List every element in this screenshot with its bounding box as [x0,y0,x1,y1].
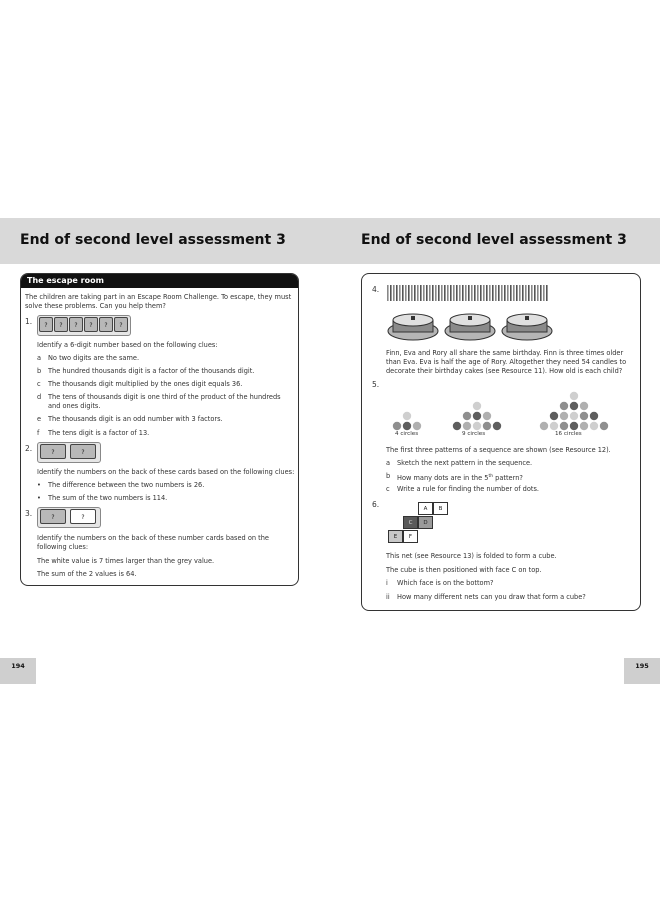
net-face-b: B [433,502,448,515]
q6-line: This net (see Resource 13) is folded to form a cube. [386,552,557,560]
pattern-dot [453,422,461,430]
q1-clue-label: c [37,380,41,388]
q1-clue-text: The hundred thousands digit is a factor of the thousands digit. [48,367,255,375]
q2-number: 2. [25,444,33,453]
candle [465,285,467,301]
q1-prompt: Identify a 6-digit number based on the following clues: [37,341,218,349]
candle [408,285,410,301]
candle [444,285,446,301]
net-face-c: C [403,516,418,529]
pattern-dot [483,412,491,420]
q1-card: ? [114,317,128,332]
candle [534,285,536,301]
pattern-dot [550,422,558,430]
candle [483,285,485,301]
q1-card: ? [69,317,83,332]
pattern-dot [570,422,578,430]
q3-line: The white value is 7 times larger than the grey value. [37,557,215,565]
q1-card: ? [39,317,53,332]
pattern-dot [473,402,481,410]
candle [468,285,470,301]
q5-part-text: Write a rule for finding the number of dots. [397,485,540,493]
q4-number: 4. [372,285,380,294]
candle [441,285,443,301]
pattern-dot [413,422,421,430]
right-page-heading: End of second level assessment 3 [361,232,627,248]
q5-part-text: How many dots are in the 5th pattern? [397,474,523,483]
q4-text: Finn, Eva and Rory all share the same birthday. Finn is three times older than Eva. Eva is half the age of Rory. Altogether they need 54 candles to decorate their birthday cakes (see Resource 11). How old is each child? [386,349,627,375]
q5-part-label: b [386,472,391,480]
candle [393,285,395,301]
pattern-dot [493,422,501,430]
pattern-dot [403,412,411,420]
pattern-dot [570,392,578,400]
q2-clue: The sum of the two numbers is 114. [48,494,168,502]
pattern-dot [463,412,471,420]
candle [513,285,515,301]
pattern-dot [580,402,588,410]
q5-part-text: Sketch the next pattern in the sequence. [397,459,533,467]
pattern-dot [473,412,481,420]
cake-icon [502,314,552,340]
pattern-dot [590,412,598,420]
candle [438,285,440,301]
q5-part-label: c [386,485,390,493]
candle [390,285,392,301]
candles-illustration [387,283,552,303]
pattern-dot [580,422,588,430]
candle [387,285,389,301]
pattern-dot [570,402,578,410]
q1-clue-label: b [37,367,42,375]
pattern-dot [560,412,568,420]
escape-room-box [20,273,299,586]
q6-part-label: i [386,579,388,587]
pattern-dot [570,412,578,420]
q1-card: ? [54,317,68,332]
candle [516,285,518,301]
q1-clue-text: The thousands digit is an odd number with 3 factors. [48,415,223,423]
candle [492,285,494,301]
net-face-e: E [388,530,403,543]
candle [528,285,530,301]
candle [423,285,425,301]
candle [543,285,545,301]
left-page-heading: End of second level assessment 3 [20,232,286,248]
pattern-dot [473,422,481,430]
bullet: • [37,494,41,502]
candle [489,285,491,301]
candle [456,285,458,301]
q6-part-text: How many different nets can you draw that form a cube? [397,593,586,601]
birthday-cakes [387,307,562,343]
candle [522,285,524,301]
candle [402,285,404,301]
q5-number: 5. [372,380,380,389]
bullet: • [37,481,41,489]
pattern-dot [590,422,598,430]
candle [435,285,437,301]
q2-card: ? [70,444,96,459]
q1-clue-label: a [37,354,42,362]
q5-prompt: The first three patterns of a sequence are shown (see Resource 12). [386,446,611,454]
candle [546,285,548,301]
q1-clue-text: No two digits are the same. [48,354,140,362]
candle [507,285,509,301]
q6-part-text: Which face is on the bottom? [397,579,494,587]
net-face-d: D [418,516,433,529]
pattern-caption: 9 circles [462,431,486,437]
q1-clue-label: e [37,415,42,423]
candle [504,285,506,301]
q3-grey-card: ? [40,509,66,524]
pattern-dot [560,422,568,430]
candle [510,285,512,301]
q3-line: The sum of the 2 values is 64. [37,570,137,578]
pattern-dot [393,422,401,430]
q6-part-label: ii [386,593,390,601]
pattern-caption: 4 circles [395,431,419,437]
candle [501,285,503,301]
candle [471,285,473,301]
q1-number: 1. [25,317,33,326]
q1-clue-text: The tens digit is a factor of 13. [48,429,150,437]
candle [459,285,461,301]
candle [537,285,539,301]
q6-number: 6. [372,500,380,509]
candle [420,285,422,301]
candle [426,285,428,301]
pattern-dot [550,412,558,420]
pattern-dot [580,412,588,420]
questions-box [361,273,641,611]
box-title: The escape room [21,274,298,288]
candle [414,285,416,301]
q1-clue-text: The thousands digit multiplied by the ones digit equals 36. [48,380,243,388]
candle [405,285,407,301]
pattern-caption: 16 circles [555,431,582,437]
candle [540,285,542,301]
candle [525,285,527,301]
candle [450,285,452,301]
candle [531,285,533,301]
cake-icon [445,314,495,340]
q1-clue-text: The tens of thousands digit is one third of the product of the hundreds and ones digits. [48,393,281,410]
dot-patterns [387,378,637,432]
q1-card: ? [99,317,113,332]
q1-clue-label: d [37,393,42,401]
q1-clue-label: f [37,429,40,437]
q2-card: ? [40,444,66,459]
candle [396,285,398,301]
candle [495,285,497,301]
q2-clue: The difference between the two numbers is 26. [48,481,205,489]
intro-text: The children are taking part in an Escape Room Challenge. To escape, they must solve these problems. Can you help them? [25,293,292,310]
pattern-dot [540,422,548,430]
q5-part-label: a [386,459,391,467]
candle [447,285,449,301]
page-number-left: 194 [0,658,36,684]
cake-icon [388,314,438,340]
q3-number: 3. [25,509,33,518]
candle [411,285,413,301]
pattern-dot [403,422,411,430]
pattern-dot [463,422,471,430]
q3-white-card: ? [70,509,96,524]
candle [474,285,476,301]
pattern-dot [600,422,608,430]
net-face-f: F [403,530,418,543]
candle [480,285,482,301]
candle [399,285,401,301]
candle [519,285,521,301]
candle [486,285,488,301]
q6-line: The cube is then positioned with face C on top. [386,566,542,574]
q1-card: ? [84,317,98,332]
candle [498,285,500,301]
candle [429,285,431,301]
candle [453,285,455,301]
pattern-dot [483,422,491,430]
candle [432,285,434,301]
pattern-dot [560,402,568,410]
net-face-a: A [418,502,433,515]
q3-prompt: Identify the numbers on the back of these number cards based on the following clues: [37,534,269,551]
candle [477,285,479,301]
candle [417,285,419,301]
page-number-right: 195 [624,658,660,684]
candle [462,285,464,301]
q2-prompt: Identify the numbers on the back of these cards based on the following clues: [37,468,295,476]
